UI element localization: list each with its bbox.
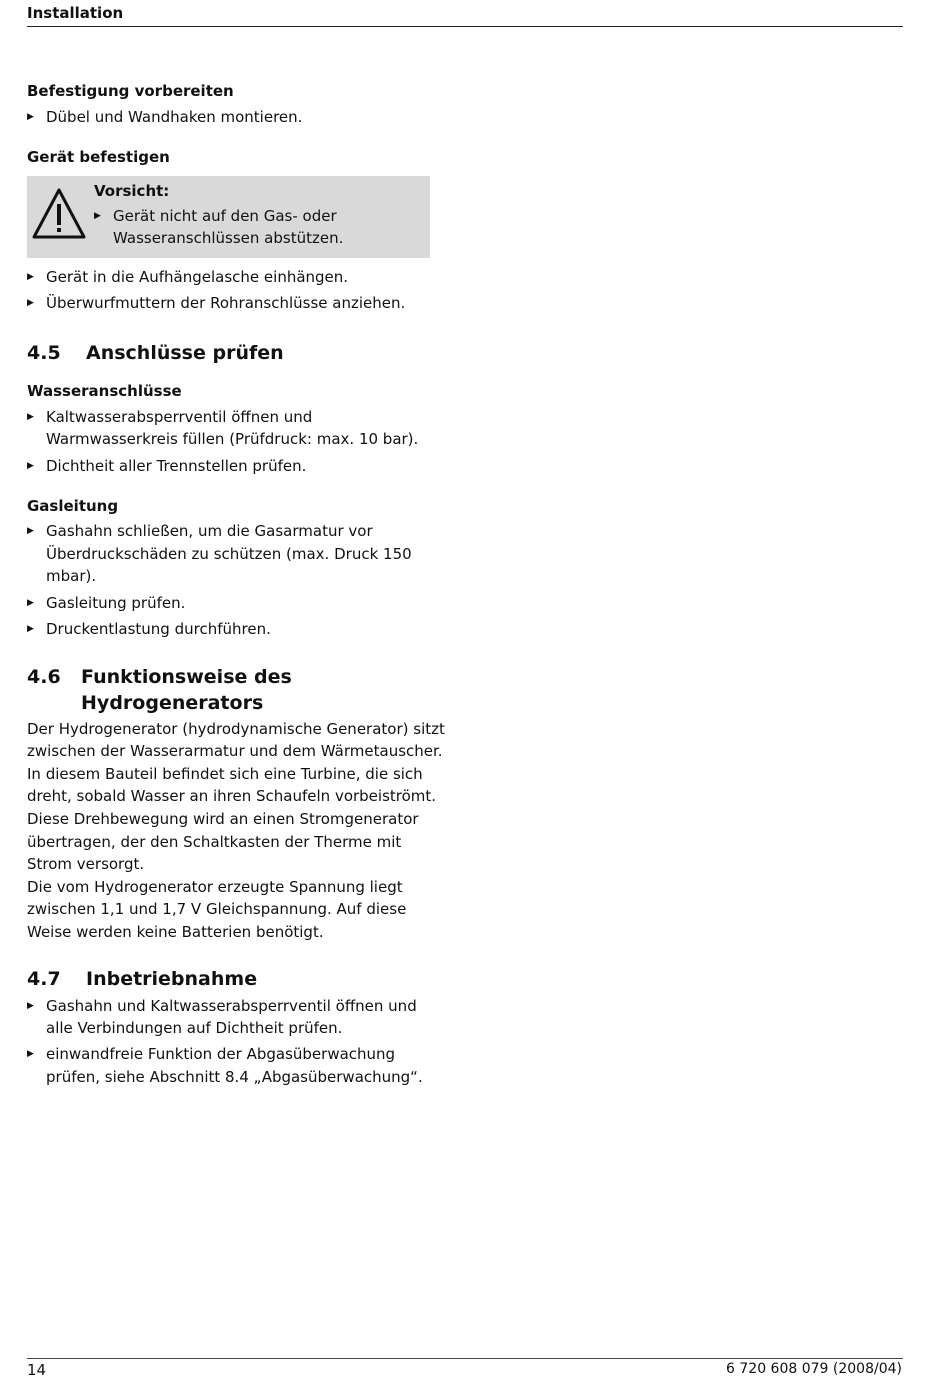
document-id: 6 720 608 079 (2008/04) — [726, 1361, 902, 1377]
triangle-right-icon: ▶ — [27, 1049, 34, 1060]
bullet-list-inbetriebnahme — [27, 995, 447, 1089]
subheading-befestigung: Befestigung vorbereiten — [27, 82, 234, 100]
list-item: ▶ Gasleitung prüfen. — [27, 592, 447, 615]
caution-title: Vorsicht: — [94, 182, 170, 201]
bullet-list-gas — [27, 520, 447, 640]
main-column — [27, 80, 447, 1092]
subheading-gasleitung: Gasleitung — [27, 496, 119, 515]
triangle-right-icon: ▶ — [27, 597, 34, 608]
list-item: ▶ Kaltwasserabsperrventil öffnen und Warmwasserkreis füllen (Prüfdruck: max. 10 bar). — [27, 407, 419, 449]
triangle-right-icon: ▶ — [27, 623, 34, 634]
bullet-list-wasser — [27, 406, 447, 477]
triangle-right-icon: ▶ — [27, 1000, 34, 1011]
list-item: ▶ Gerät nicht auf den Gas- oder Wasseranschlüssen abstützen. — [94, 206, 344, 248]
triangle-right-icon: ▶ — [94, 210, 101, 221]
page-number: 14 — [27, 1361, 47, 1379]
warning-triangle-icon — [31, 187, 87, 241]
paragraph-hydrogenerator-2: Die vom Hydrogenerator erzeugte Spannung liegt zwischen 1,1 und 1,7 V Gleichspannung. Auf diese Weise werden keine Batterien benötigt. — [27, 877, 407, 942]
list-item: ▶ Druckentlastung durchführen. — [27, 618, 447, 641]
footer-rule — [27, 1358, 903, 1359]
list-item: ▶ Gerät in die Aufhängelasche einhängen. — [27, 266, 447, 289]
list-item: ▶ Dübel und Wandhaken montieren. — [27, 106, 447, 129]
subheading-geraet: Gerät befestigen — [27, 147, 170, 166]
bullet-list-geraet — [27, 266, 447, 315]
running-header: Installation — [27, 4, 124, 22]
triangle-right-icon: ▶ — [27, 411, 34, 422]
paragraph-hydrogenerator-1: Der Hydrogenerator (hydrodynamische Generator) sitzt zwischen der Wasserarmatur und dem Wärmetauscher. In diesem Bauteil befindet sich eine Turbine, die sich dreht, sobald Wasser an ihren Schaufeln vorbeiströmt. Diese Drehbewegung wird an einen Stromgenerator übertragen, der den Schaltkasten der Therme mit Strom versorgt. — [27, 719, 445, 874]
caution-list — [94, 205, 420, 250]
section-heading-4-7: 4.7 Inbetriebnahme — [27, 967, 258, 990]
bullet-list-befestigung — [27, 106, 447, 129]
triangle-right-icon: ▶ — [27, 111, 34, 122]
section-heading-4-6: 4.6 Funktionsweise des Hydrogenerators — [27, 665, 292, 714]
triangle-right-icon: ▶ — [27, 298, 34, 309]
list-item: ▶ Gashahn und Kaltwasserabsperrventil öffnen und alle Verbindungen auf Dichtheit prüfen. — [27, 996, 417, 1038]
triangle-right-icon: ▶ — [27, 460, 34, 471]
caution-box — [27, 176, 430, 258]
section-heading-4-5: 4.5 Anschlüsse prüfen — [27, 342, 284, 365]
subheading-wasseranschluesse: Wasseranschlüsse — [27, 382, 182, 401]
list-item: ▶ einwandfreie Funktion der Abgasüberwachung prüfen, siehe Abschnitt 8.4 „Abgasüberwachung“. — [27, 1045, 423, 1086]
triangle-right-icon: ▶ — [27, 272, 34, 283]
list-item: ▶ Überwurfmuttern der Rohranschlüsse anziehen. — [27, 292, 447, 315]
list-item: ▶ Gashahn schließen, um die Gasarmatur vor Überdruckschäden zu schützen (max. Druck 150 mbar). — [27, 522, 412, 586]
list-item: ▶ Dichtheit aller Trennstellen prüfen. — [27, 455, 447, 478]
header-rule — [27, 26, 903, 27]
triangle-right-icon: ▶ — [27, 526, 34, 537]
